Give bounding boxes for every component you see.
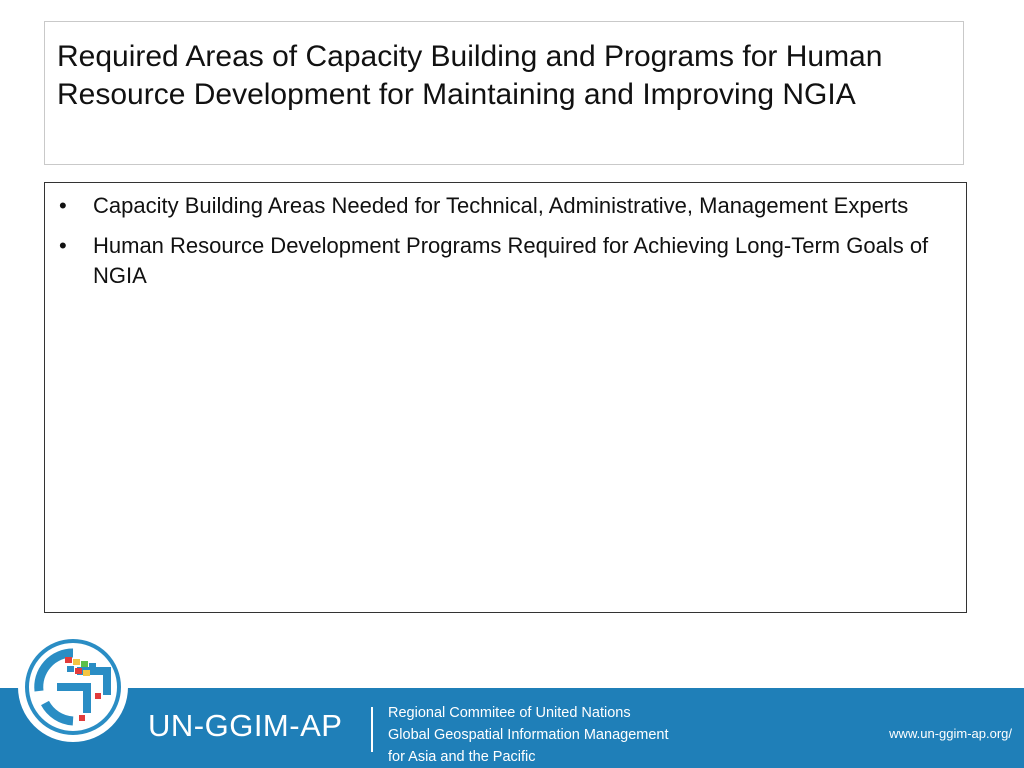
- bullet-item: [55, 231, 956, 291]
- org-line: Global Geospatial Information Management: [388, 727, 669, 743]
- org-line: for Asia and the Pacific: [388, 749, 536, 765]
- un-ggim-globe-logo-icon: [17, 631, 129, 743]
- footer-url-link[interactable]: www.un-ggim-ap.org/: [889, 726, 1012, 741]
- bullet-marker: •: [59, 193, 67, 218]
- org-line: Regional Commitee of United Nations: [388, 705, 631, 721]
- bullet-list: [55, 191, 956, 291]
- footer-brand: UN-GGIM-AP: [148, 708, 343, 743]
- bullet-text: Human Resource Development Programs Required for Achieving Long-Term Goals of NGIA: [93, 233, 929, 288]
- slide-title: Required Areas of Capacity Building and Programs for Human Resource Development for Maintaining and Improving NGIA: [57, 40, 883, 111]
- footer-divider: [371, 707, 373, 752]
- footer-org-name: [388, 702, 669, 768]
- bullet-item: [55, 191, 956, 221]
- bullet-text: Capacity Building Areas Needed for Technical, Administrative, Management Experts: [93, 193, 909, 218]
- slide-content-box: [44, 182, 967, 613]
- slide-title-box: [44, 21, 964, 165]
- bullet-marker: •: [59, 233, 67, 258]
